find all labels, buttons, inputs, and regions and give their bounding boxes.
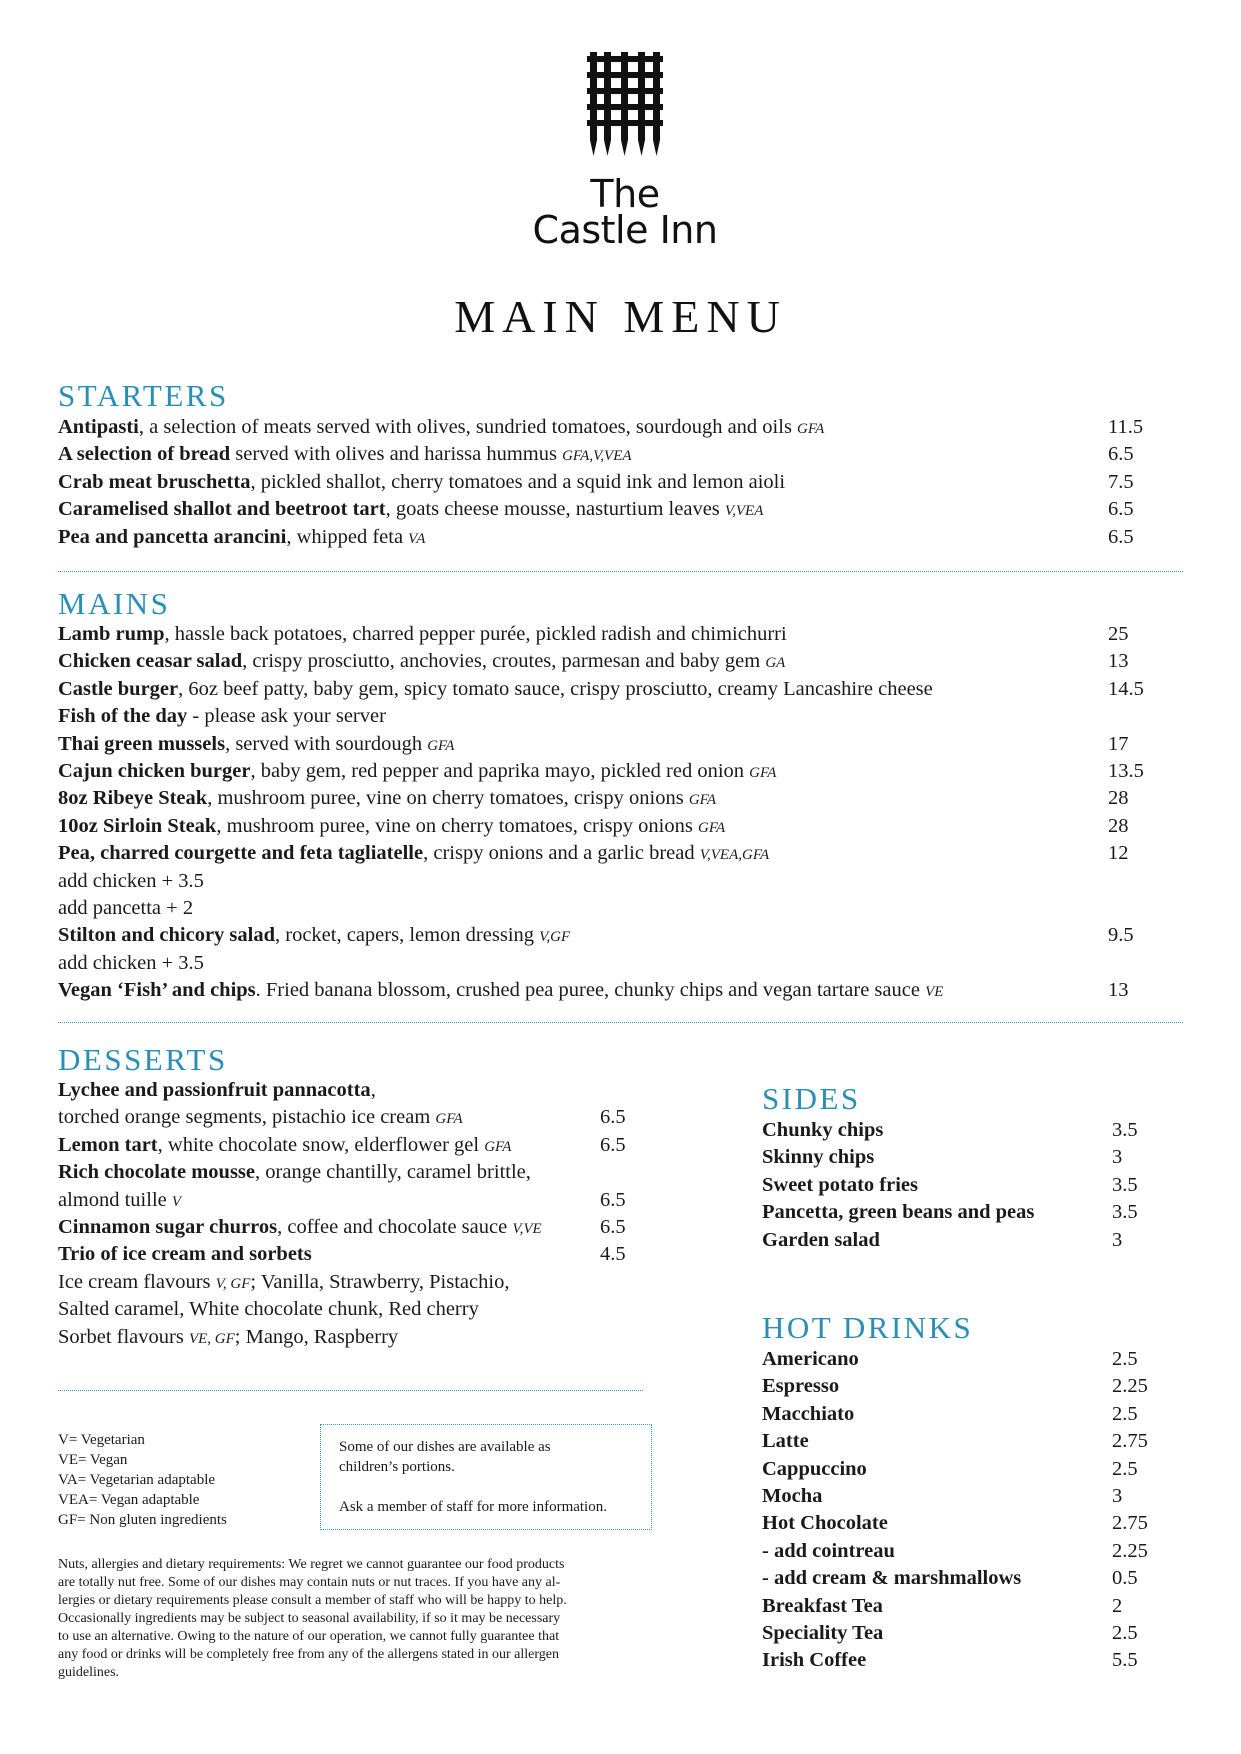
item-price: 28 [1108,787,1129,810]
item-price: 2 [1112,1594,1123,1617]
menu-item [58,895,1158,922]
menu-item [58,758,1158,785]
item-price: 3 [1112,1228,1123,1251]
menu-item [58,1187,638,1214]
dietary-tag: VE, GF [188,1330,235,1347]
item-description: , a selection of meats served with olives, sundried tomatoes, sourdough and oils [138,416,798,438]
menu-item [58,1296,638,1323]
item-price: 2.75 [1112,1430,1148,1453]
item-price: 2.5 [1112,1621,1138,1644]
item-name: - add cream & marshmallows [762,1567,1022,1590]
item-price: 3.5 [1112,1119,1138,1141]
desserts-heading: DESSERTS [58,1042,228,1077]
menu-item [58,1214,638,1241]
item-price: 2.75 [1112,1512,1148,1535]
hot-drinks-list [762,1346,1162,1675]
dietary-tag: V,VEA [724,503,764,520]
menu-item [58,1159,638,1186]
item-description: Sorbet flavours [58,1325,189,1348]
dietary-key [58,1430,227,1530]
item-price: 13.5 [1108,759,1144,782]
item-description: , whipped feta [286,525,409,548]
item-price: 4.5 [600,1243,626,1266]
item-price: 14.5 [1108,677,1144,700]
item-name: Rich chocolate mousse [58,1161,256,1184]
item-description: add pancetta + 2 [58,896,194,919]
dietary-tag: GFA [797,421,825,437]
item-description: , crispy onions and a garlic bread [423,842,700,865]
item-description: , mushroom puree, vine on cherry tomatoes, crispy onions [216,814,698,837]
menu-item [58,441,1158,468]
item-name: Skinny chips [762,1146,875,1169]
item-price: 6.5 [1108,498,1134,521]
item-price: 17 [1108,732,1129,755]
menu-item [762,1428,1162,1455]
item-name: Lychee and passionfruit pannacotta [58,1079,371,1101]
item-description: almond tuille [58,1188,172,1211]
item-name: Thai green mussels [58,732,226,755]
menu-item [762,1565,1162,1592]
item-name: Espresso [762,1375,840,1398]
item-description: Ice cream flavours [58,1270,216,1293]
item-price: 6.5 [600,1215,626,1238]
dietary-tag: V,GF [539,929,571,946]
item-price: 3.5 [1112,1201,1138,1224]
item-description: , white chocolate snow, elderflower gel [157,1133,485,1156]
item-name: Pancetta, green beans and peas [762,1201,1035,1224]
allergy-line: to use an alternative. Owing to the nature of our operation, we cannot fully guarantee that [58,1629,560,1644]
section-divider [58,1022,1183,1023]
item-name: Antipasti [58,416,139,438]
menu-item [762,1647,1162,1674]
item-description: , pickled shallot, cherry tomatoes and a squid ink and lemon aioli [250,470,786,493]
item-price: 13 [1108,650,1129,673]
menu-item [58,703,1158,730]
dietary-tag: GFA [749,764,777,781]
mains-list [58,621,1158,1004]
item-price: 2.25 [1112,1375,1148,1398]
menu-item [762,1117,1162,1144]
item-price: 3 [1112,1484,1123,1507]
section-divider [58,1390,643,1391]
dietary-tag: GFA [697,819,726,836]
item-name: Irish Coffee [762,1649,867,1672]
allergy-line: guidelines. [58,1665,120,1680]
starters-heading: STARTERS [58,378,229,413]
item-price: 6.5 [600,1188,626,1211]
item-price: 3 [1112,1146,1123,1169]
item-name: 8oz Ribeye Steak [58,787,208,810]
menu-item [762,1538,1162,1565]
item-price: 11.5 [1108,416,1144,438]
dietary-tag: V,VEA,GFA [699,847,770,864]
item-name: Castle burger [58,677,179,700]
item-price: 6.5 [1108,525,1134,548]
menu-item [762,1401,1162,1428]
item-name: Hot Chocolate [762,1512,888,1535]
menu-item [762,1199,1162,1226]
item-name: Caramelised shallot and beetroot tart [58,498,386,521]
menu-item [58,1077,638,1104]
note-line: Ask a member of staff for more information. [339,1499,607,1515]
dietary-key-item: VEA= Vegan adaptable [58,1492,200,1508]
item-price: 6.5 [600,1106,626,1129]
sides-heading: SIDES [762,1081,861,1116]
item-name: Lemon tart [58,1133,158,1156]
menu-item [762,1346,1162,1373]
item-name: Breakfast Tea [762,1594,883,1617]
item-price: 6.5 [600,1133,626,1156]
item-name: Chicken ceasar salad [58,650,243,673]
item-description: add chicken + 3.5 [58,869,204,892]
item-description: served with olives and harissa hummus [230,443,563,466]
item-description: , orange chantilly, caramel brittle, [255,1161,531,1184]
dietary-tag: GFA [688,792,717,809]
dietary-tag: V [171,1193,182,1210]
item-name: A selection of bread [58,443,231,466]
item-name: Vegan ‘Fish’ and chips [58,979,256,1002]
dietary-tag: V, GF [215,1275,251,1292]
menu-item [762,1593,1162,1620]
item-description: , coffee and chocolate sauce [277,1215,513,1238]
item-name: Lamb rump [58,623,165,645]
item-price: 2.5 [1112,1402,1138,1425]
item-price: 2.25 [1112,1539,1148,1562]
mains-heading: MAINS [58,586,171,621]
menu-item [58,785,1158,812]
dietary-tag: VE [925,984,944,1001]
item-price: 2.5 [1112,1348,1138,1370]
hot-drinks-heading: HOT DRINKS [762,1310,974,1345]
item-description: , rocket, capers, lemon dressing [275,924,540,947]
item-price: 6.5 [1108,443,1134,466]
item-price: 0.5 [1112,1567,1138,1590]
item-price: 5.5 [1112,1649,1138,1672]
item-name: Pea and pancetta arancini [58,525,287,548]
item-name: Cinnamon sugar churros [58,1215,278,1238]
item-description: , crispy prosciutto, anchovies, croutes, parmesan and baby gem [242,650,766,673]
menu-item [58,1241,638,1268]
dietary-key-item: GF= Non gluten ingredients [58,1512,227,1528]
menu-item [58,731,1158,758]
item-description: add chicken + 3.5 [58,951,204,974]
item-description: ; Mango, Raspberry [234,1325,399,1348]
menu-item [58,469,1158,496]
menu-item [58,1132,638,1159]
item-description: ; Vanilla, Strawberry, Pistachio, [250,1270,510,1293]
item-name: Macchiato [762,1402,855,1425]
allergy-line: are totally nut free. Some of our dishes may contain nuts or nut traces. If you have any al- [58,1575,561,1590]
menu-item [58,648,1158,675]
dietary-tag: GFA [435,1111,463,1128]
item-name: Americano [762,1348,859,1370]
item-name: Fish of the day [58,705,188,728]
menu-item [58,840,1158,867]
item-name: Pea, charred courgette and feta tagliatelle [58,842,424,865]
section-divider [58,571,1183,572]
item-name: Cappuccino [762,1457,867,1480]
item-description: , baby gem, red pepper and paprika mayo, pickled red onion [250,759,750,782]
menu-item [58,977,1158,1004]
dietary-tag: VA [408,530,426,547]
dietary-tag: GFA [427,737,455,754]
item-price: 28 [1108,814,1129,837]
item-price: 3.5 [1112,1173,1138,1196]
menu-item [762,1510,1162,1537]
item-name: Speciality Tea [762,1621,884,1644]
item-name: Crab meat bruschetta [58,470,251,493]
allergy-line: Occasionally ingredients may be subject to seasonal availability, if so it may be necessary [58,1611,561,1626]
note-line: Some of our dishes are available as [339,1439,551,1455]
menu-item [762,1373,1162,1400]
item-price: 13 [1108,979,1129,1002]
menu-item [58,676,1158,703]
menu-item [58,621,1158,648]
menu-item [58,813,1158,840]
starters-list [58,414,1158,551]
allergy-note [58,1556,662,1682]
item-name: Sweet potato fries [762,1173,918,1196]
menu-item [58,950,1158,977]
dietary-tag: GFA [484,1138,512,1155]
menu-item [762,1620,1162,1647]
portcullis-logo-icon [587,52,663,158]
allergy-line: Nuts, allergies and dietary requirements: We regret we cannot guarantee our food products [58,1557,565,1572]
item-name: 10oz Sirloin Steak [58,814,217,837]
item-name: Garden salad [762,1228,880,1251]
allergy-line: any food or drinks will be completely free from any of the allergens stated in our allergen [58,1647,559,1662]
menu-item [762,1456,1162,1483]
menu-item [58,1324,638,1351]
note-line: children’s portions. [339,1459,455,1475]
item-description: , served with sourdough [225,732,428,755]
item-name: Chunky chips [762,1119,884,1141]
menu-item [762,1227,1162,1254]
menu-item [58,496,1158,523]
dietary-tag: GFA,V,VEA [562,448,632,465]
brand-line-1: The [590,172,660,216]
item-price: 25 [1108,623,1129,645]
item-name: Latte [762,1430,809,1453]
menu-item [762,1144,1162,1171]
item-description: . Fried banana blossom, crushed pea puree, chunky chips and vegan tartare sauce [255,979,926,1002]
menu-item [58,868,1158,895]
allergy-line: lergies or dietary requirements please consult a member of staff who will be happy to help. [58,1593,567,1608]
menu-item [58,414,1158,441]
item-price: 9.5 [1108,924,1134,947]
item-price: 12 [1108,842,1129,865]
menu-item [762,1483,1162,1510]
item-description: torched orange segments, pistachio ice cream [58,1106,436,1129]
item-description: , [370,1079,376,1101]
sides-list [762,1117,1162,1254]
item-description: , hassle back potatoes, charred pepper purée, pickled radish and chimichurri [164,623,787,645]
children-portions-note [320,1424,652,1530]
item-name: Mocha [762,1484,823,1507]
desserts-list [58,1077,638,1351]
menu-item [58,1104,638,1131]
page-title: MAIN MENU [454,291,787,342]
item-description: Salted caramel, White chocolate chunk, Red cherry [58,1298,479,1321]
item-description: , goats cheese mousse, nasturtium leaves [385,498,725,521]
item-price: 7.5 [1108,470,1134,493]
item-name: Trio of ice cream and sorbets [58,1243,312,1266]
brand-line-2: Castle Inn [532,208,718,252]
brand-name [520,172,730,252]
menu-item [58,524,1158,551]
dietary-key-item: VE= Vegan [58,1452,128,1468]
item-description: , 6oz beef patty, baby gem, spicy tomato sauce, crispy prosciutto, creamy Lancashire cheese [178,677,933,700]
dietary-key-item: VA= Vegetarian adaptable [58,1472,216,1488]
item-description: - please ask your server [187,705,386,728]
dietary-key-item: V= Vegetarian [58,1432,145,1448]
item-name: - add cointreau [762,1539,895,1562]
menu-item [58,1269,638,1296]
item-price: 2.5 [1112,1457,1138,1480]
item-description: , mushroom puree, vine on cherry tomatoes, crispy onions [207,787,689,810]
menu-item [58,922,1158,949]
dietary-tag: V,VE [512,1220,542,1237]
item-name: Stilton and chicory salad [58,924,275,947]
item-name: Cajun chicken burger [58,759,251,782]
dietary-tag: GA [765,655,786,672]
menu-item [762,1172,1162,1199]
